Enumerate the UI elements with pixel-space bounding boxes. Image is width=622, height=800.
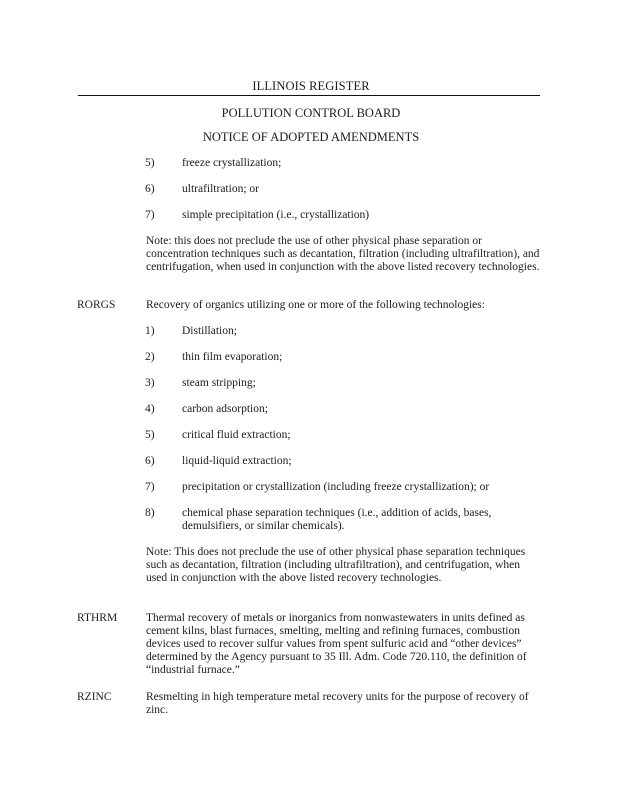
notice-title: NOTICE OF ADOPTED AMENDMENTS	[202, 130, 420, 144]
list-item: Distillation;	[182, 325, 237, 337]
list-item: precipitation or crystallization (including freeze crystallization); or	[182, 481, 490, 493]
list-number: 1)	[145, 325, 155, 337]
list-number: 7)	[145, 209, 155, 221]
list-number: 2)	[145, 351, 155, 363]
list-number: 3)	[145, 377, 155, 389]
list-item: steam stripping;	[182, 377, 256, 389]
code-rzinc: RZINC	[77, 691, 112, 703]
code-rthrm: RTHRM	[77, 612, 118, 624]
rthrm-description: Thermal recovery of metals or inorganics from nonwastewaters in units defined as cement kilns, blast furnaces, smelting, melting and refining furnaces, combustion devices used to recover sulfur values from spent sulfuric acid and “other devices” determined by the Agency pursuant to 35 Ill. Adm. Code 720.110, the definition of “industrial furnace.”	[146, 612, 527, 676]
list-number: 7)	[145, 481, 155, 493]
list-number: 6)	[145, 183, 155, 195]
list-item: simple precipitation (i.e., crystallization)	[182, 209, 370, 221]
board-title: POLLUTION CONTROL BOARD	[221, 106, 401, 120]
list-item: ultrafiltration; or	[182, 183, 259, 195]
rorgs-note: Note: This does not preclude the use of other physical phase separation techniques such as decantation, filtration (including ultrafiltration), and centrifugation, when used in conjunction with the above listed recovery technologies.	[146, 546, 526, 584]
list-item: chemical phase separation techniques (i.e., addition of acids, bases, demulsifiers, or similar chemicals).	[182, 507, 492, 532]
carryover-note: Note: this does not preclude the use of other physical phase separation or concentration techniques such as decantation, filtration (including ultrafiltration), and centrifugation, when used in conjunction with the above listed recovery technologies.	[146, 235, 540, 273]
list-item: carbon adsorption;	[182, 403, 268, 415]
list-item: thin film evaporation;	[182, 351, 283, 363]
list-item: critical fluid extraction;	[182, 429, 291, 441]
list-number: 6)	[145, 455, 155, 467]
list-item: liquid-liquid extraction;	[182, 455, 292, 467]
list-number: 5)	[145, 429, 155, 441]
list-item: freeze crystallization;	[182, 157, 282, 169]
rzinc-description: Resmelting in high temperature metal recovery units for the purpose of recovery of zinc.	[146, 691, 529, 716]
list-number: 8)	[145, 507, 155, 519]
list-number: 5)	[145, 157, 155, 169]
rorgs-description: Recovery of organics utilizing one or more of the following technologies:	[146, 299, 485, 311]
register-title: ILLINOIS REGISTER	[252, 79, 370, 93]
code-rorgs: RORGS	[77, 299, 116, 311]
list-number: 4)	[145, 403, 155, 415]
header-rule	[78, 95, 540, 96]
